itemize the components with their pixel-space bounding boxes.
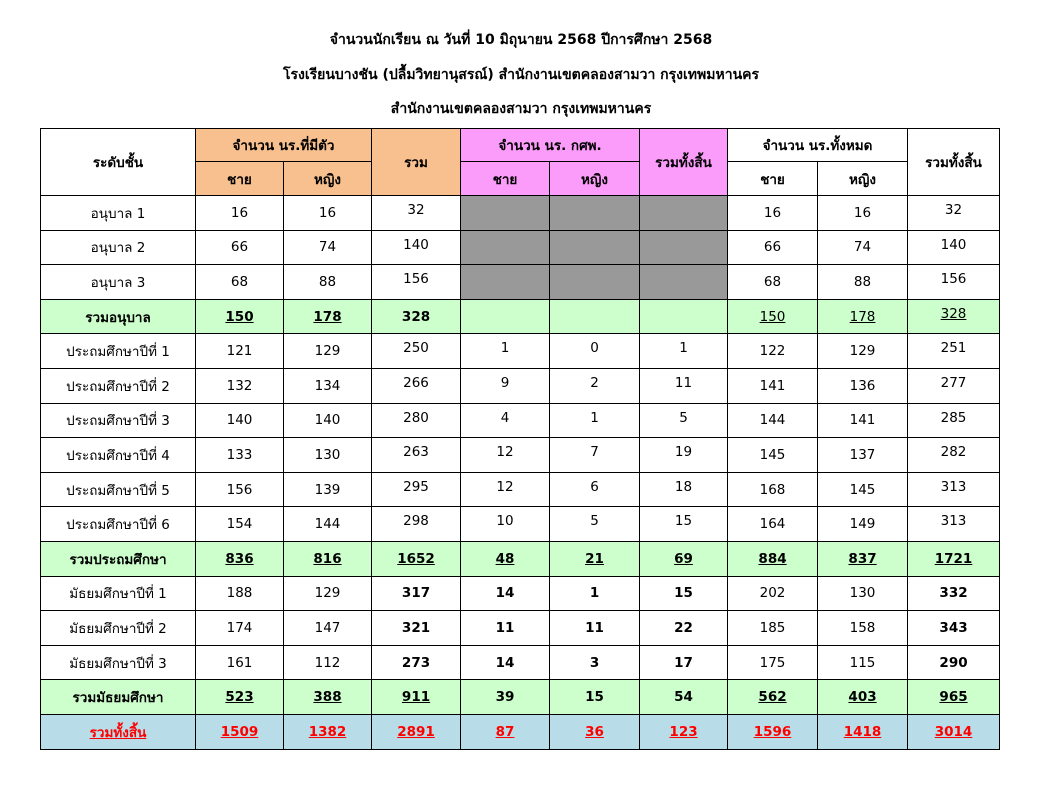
cell-female: 129	[284, 576, 372, 611]
cell-sum: 298	[372, 507, 461, 542]
header-level: ระดับชั้น	[41, 129, 196, 196]
cell-all-male: 145	[728, 438, 818, 473]
table-row	[41, 576, 1000, 611]
cell-sum: 266	[372, 368, 461, 403]
cell-grand-total: 3014	[908, 714, 1000, 749]
report-title: จำนวนนักเรียน ณ วันที่ 10 มิถุนายน 2568 ปีการศึกษา 2568	[329, 32, 713, 48]
cell-all-female: 145	[818, 472, 908, 507]
cell-special-total: 1	[640, 334, 728, 369]
row-level: อนุบาล 3	[41, 265, 196, 300]
cell-special-male: 14	[461, 645, 550, 680]
cell-special-female: 11	[550, 611, 640, 646]
cell-sum: 328	[372, 299, 461, 334]
cell-male: 132	[196, 368, 284, 403]
subtotal-row	[41, 680, 1000, 715]
cell-all-male: 150	[728, 299, 818, 334]
cell-male: 66	[196, 230, 284, 265]
cell-all-female: 837	[818, 541, 908, 576]
cell-special-male: 12	[461, 472, 550, 507]
cell-special-female: 21	[550, 541, 640, 576]
row-level: รวมอนุบาล	[41, 299, 196, 334]
cell-special-male: 12	[461, 438, 550, 473]
cell-all-female: 136	[818, 368, 908, 403]
cell-all-female: 16	[818, 196, 908, 231]
header-male: ชาย	[461, 162, 550, 196]
cell-special-male: 9	[461, 368, 550, 403]
row-level: ประถมศึกษาปีที่ 3	[41, 403, 196, 438]
cell-all-female: 137	[818, 438, 908, 473]
cell-female: 144	[284, 507, 372, 542]
row-level: ประถมศึกษาปีที่ 5	[41, 472, 196, 507]
cell-special-total: 18	[640, 472, 728, 507]
cell-special-total: 15	[640, 576, 728, 611]
cell-male: 16	[196, 196, 284, 231]
cell-special-female: 6	[550, 472, 640, 507]
cell-all-male: 175	[728, 645, 818, 680]
cell-grand-total: 290	[908, 645, 1000, 680]
table-row	[41, 368, 1000, 403]
cell-special-male: 39	[461, 680, 550, 715]
student-count-table	[40, 128, 1000, 750]
cell-male: 154	[196, 507, 284, 542]
cell-female: 178	[284, 299, 372, 334]
cell-disabled	[640, 265, 728, 300]
cell-all-male: 884	[728, 541, 818, 576]
cell-male: 1509	[196, 714, 284, 749]
cell-all-female: 130	[818, 576, 908, 611]
header-female: หญิง	[550, 162, 640, 196]
district-office: สำนักงานเขตคลองสามวา กรุงเทพมหานคร	[390, 101, 652, 117]
cell-grand-total: 32	[908, 196, 1000, 231]
cell-sum: 273	[372, 645, 461, 680]
table-row	[41, 507, 1000, 542]
row-level: อนุบาล 2	[41, 230, 196, 265]
cell-grand-total: 313	[908, 472, 1000, 507]
cell-male: 133	[196, 438, 284, 473]
cell-special-total: 11	[640, 368, 728, 403]
cell-sum: 280	[372, 403, 461, 438]
cell-all-male: 202	[728, 576, 818, 611]
header-grand-total: รวมทั้งสิ้น	[908, 129, 1000, 196]
subtotal-row	[41, 541, 1000, 576]
cell-special-total: 22	[640, 611, 728, 646]
cell-female: 388	[284, 680, 372, 715]
cell-sum: 32	[372, 196, 461, 231]
cell-special-total: 5	[640, 403, 728, 438]
table-row	[41, 265, 1000, 300]
cell-disabled	[640, 230, 728, 265]
cell-all-female: 115	[818, 645, 908, 680]
cell-sum: 911	[372, 680, 461, 715]
header-group-present: จำนวน นร.ที่มีตัว	[196, 129, 372, 162]
cell-female: 112	[284, 645, 372, 680]
cell-female: 16	[284, 196, 372, 231]
table-row	[41, 472, 1000, 507]
cell-male: 161	[196, 645, 284, 680]
cell-special-total	[640, 299, 728, 334]
row-level: มัธยมศึกษาปีที่ 3	[41, 645, 196, 680]
row-level: รวมประถมศึกษา	[41, 541, 196, 576]
table-row	[41, 334, 1000, 369]
cell-sum: 156	[372, 265, 461, 300]
cell-female: 74	[284, 230, 372, 265]
cell-all-male: 1596	[728, 714, 818, 749]
row-level: รวมทั้งสิ้น	[41, 714, 196, 749]
cell-all-female: 129	[818, 334, 908, 369]
row-level: อนุบาล 1	[41, 196, 196, 231]
cell-grand-total: 328	[908, 299, 1000, 334]
school-name: โรงเรียนบางชัน (ปลื้มวิทยานุสรณ์) สำนักงานเขตคลองสามวา กรุงเทพมหานคร	[282, 67, 760, 83]
cell-female: 816	[284, 541, 372, 576]
cell-special-male: 87	[461, 714, 550, 749]
row-level: รวมมัธยมศึกษา	[41, 680, 196, 715]
cell-male: 188	[196, 576, 284, 611]
cell-special-total: 19	[640, 438, 728, 473]
cell-special-female: 2	[550, 368, 640, 403]
cell-female: 134	[284, 368, 372, 403]
cell-disabled	[550, 265, 640, 300]
table-row	[41, 611, 1000, 646]
header-female: หญิง	[818, 162, 908, 196]
cell-grand-total: 343	[908, 611, 1000, 646]
cell-sum: 317	[372, 576, 461, 611]
cell-all-male: 562	[728, 680, 818, 715]
cell-all-female: 158	[818, 611, 908, 646]
cell-male: 140	[196, 403, 284, 438]
cell-all-male: 185	[728, 611, 818, 646]
cell-special-male: 14	[461, 576, 550, 611]
cell-special-female	[550, 299, 640, 334]
table-row	[41, 403, 1000, 438]
cell-special-female: 1	[550, 576, 640, 611]
cell-male: 150	[196, 299, 284, 334]
cell-all-male: 168	[728, 472, 818, 507]
cell-special-male: 48	[461, 541, 550, 576]
row-level: มัธยมศึกษาปีที่ 2	[41, 611, 196, 646]
cell-sum: 2891	[372, 714, 461, 749]
cell-grand-total: 332	[908, 576, 1000, 611]
cell-sum: 263	[372, 438, 461, 473]
cell-all-male: 141	[728, 368, 818, 403]
cell-all-male: 68	[728, 265, 818, 300]
header-group-special: จำนวน นร. กศพ.	[461, 129, 640, 162]
cell-grand-total: 277	[908, 368, 1000, 403]
cell-disabled	[550, 196, 640, 231]
header-female: หญิง	[284, 162, 372, 196]
cell-sum: 321	[372, 611, 461, 646]
cell-special-female: 0	[550, 334, 640, 369]
cell-all-male: 164	[728, 507, 818, 542]
cell-female: 130	[284, 438, 372, 473]
cell-male: 523	[196, 680, 284, 715]
cell-male: 121	[196, 334, 284, 369]
cell-sum: 140	[372, 230, 461, 265]
cell-disabled	[461, 265, 550, 300]
header-male: ชาย	[728, 162, 818, 196]
table-row	[41, 196, 1000, 231]
cell-disabled	[640, 196, 728, 231]
cell-special-female: 7	[550, 438, 640, 473]
cell-disabled	[461, 196, 550, 231]
table-row	[41, 645, 1000, 680]
cell-all-female: 1418	[818, 714, 908, 749]
cell-special-female: 3	[550, 645, 640, 680]
row-level: ประถมศึกษาปีที่ 4	[41, 438, 196, 473]
cell-special-total: 15	[640, 507, 728, 542]
cell-special-total: 54	[640, 680, 728, 715]
row-level: ประถมศึกษาปีที่ 2	[41, 368, 196, 403]
cell-special-female: 5	[550, 507, 640, 542]
cell-grand-total: 140	[908, 230, 1000, 265]
cell-sum: 295	[372, 472, 461, 507]
cell-female: 88	[284, 265, 372, 300]
cell-special-male: 11	[461, 611, 550, 646]
cell-grand-total: 251	[908, 334, 1000, 369]
cell-special-total: 69	[640, 541, 728, 576]
cell-grand-total: 285	[908, 403, 1000, 438]
cell-all-male: 144	[728, 403, 818, 438]
cell-female: 140	[284, 403, 372, 438]
cell-special-female: 1	[550, 403, 640, 438]
row-level: ประถมศึกษาปีที่ 1	[41, 334, 196, 369]
grand-total-row	[41, 714, 1000, 749]
cell-all-male: 66	[728, 230, 818, 265]
cell-grand-total: 313	[908, 507, 1000, 542]
cell-special-total: 123	[640, 714, 728, 749]
cell-female: 129	[284, 334, 372, 369]
cell-disabled	[550, 230, 640, 265]
cell-male: 156	[196, 472, 284, 507]
cell-all-female: 88	[818, 265, 908, 300]
header-sum: รวม	[372, 129, 461, 196]
cell-special-male: 10	[461, 507, 550, 542]
cell-grand-total: 156	[908, 265, 1000, 300]
row-level: มัธยมศึกษาปีที่ 1	[41, 576, 196, 611]
cell-all-female: 149	[818, 507, 908, 542]
cell-male: 836	[196, 541, 284, 576]
header-group-all: จำนวน นร.ทั้งหมด	[728, 129, 908, 162]
cell-all-female: 178	[818, 299, 908, 334]
cell-special-male	[461, 299, 550, 334]
cell-disabled	[461, 230, 550, 265]
cell-female: 1382	[284, 714, 372, 749]
cell-all-female: 74	[818, 230, 908, 265]
cell-special-total: 17	[640, 645, 728, 680]
cell-grand-total: 1721	[908, 541, 1000, 576]
cell-special-male: 4	[461, 403, 550, 438]
cell-male: 68	[196, 265, 284, 300]
cell-grand-total: 282	[908, 438, 1000, 473]
cell-all-female: 141	[818, 403, 908, 438]
cell-sum: 250	[372, 334, 461, 369]
header-special-total: รวมทั้งสิ้น	[640, 129, 728, 196]
cell-female: 147	[284, 611, 372, 646]
cell-special-male: 1	[461, 334, 550, 369]
cell-male: 174	[196, 611, 284, 646]
table-row	[41, 230, 1000, 265]
cell-special-female: 36	[550, 714, 640, 749]
cell-all-male: 16	[728, 196, 818, 231]
cell-grand-total: 965	[908, 680, 1000, 715]
cell-female: 139	[284, 472, 372, 507]
cell-all-female: 403	[818, 680, 908, 715]
table-row	[41, 438, 1000, 473]
cell-all-male: 122	[728, 334, 818, 369]
cell-special-female: 15	[550, 680, 640, 715]
header-male: ชาย	[196, 162, 284, 196]
subtotal-row	[41, 299, 1000, 334]
cell-sum: 1652	[372, 541, 461, 576]
row-level: ประถมศึกษาปีที่ 6	[41, 507, 196, 542]
